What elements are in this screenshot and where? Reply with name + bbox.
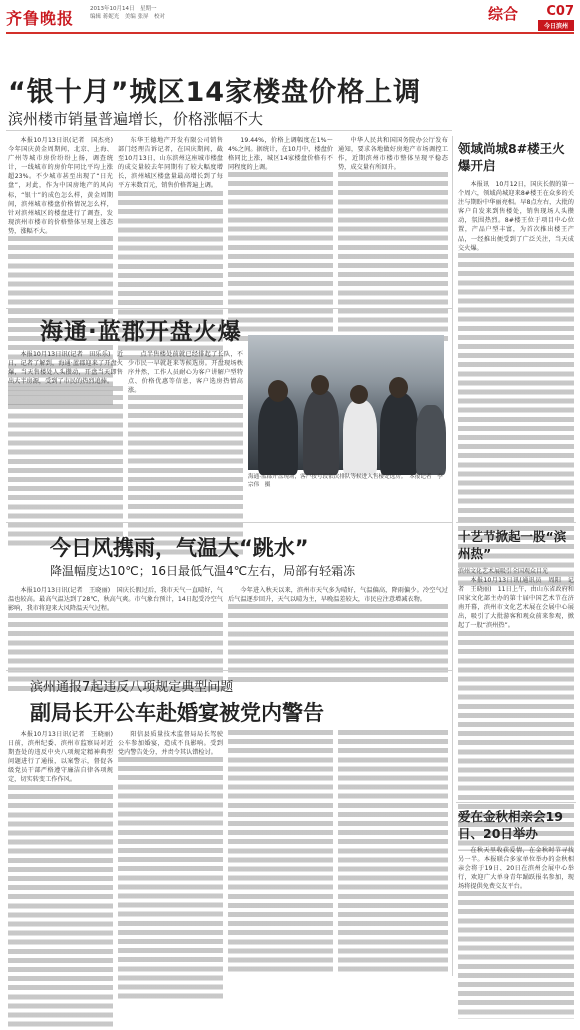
integrity-kicker: 滨州通报7起违反八项规定典型问题 bbox=[30, 680, 234, 695]
sub-section-badge: 今日滨州 bbox=[538, 20, 574, 31]
side-headline-1: 领域尚城8#楼王火爆开启 bbox=[458, 141, 565, 173]
lead-col-1: 本报10月13日讯(记者 国杰亮) 今年国庆黄金周期间，北京、上海、广州等城市房价纷纷上扬，调查统计，一线城市的房价年同比平均上涨超23%。不少城市甚至出现了“日光盘”，对此，作为中国房地产的风向标，“银十”的成色怎么样，黄金周期间，滨州城市楼盘价格情况怎么样，针对滨州城区的楼盘进行了调查，发现滨州市楼市的价格整体呈现上涨态势，涨幅不大。 bbox=[8, 136, 113, 306]
integrity-col-3 bbox=[228, 730, 333, 975]
integrity-col-2: 阳信县质量技术监督局局长驾驶公车参加婚宴，造成不良影响。受到党内警告处分，并责令其认错检讨。 bbox=[118, 730, 223, 975]
divider bbox=[6, 670, 452, 671]
section-title: 综合 bbox=[487, 5, 518, 23]
side-body-2: 本报10月13日讯(通讯员 周阳 记者 王晓丽) 11日上午，由山东省政府和国家文化部主办的第十届中国艺术节在济南开幕，滨州市文化艺术展在会展中心展出，吸引了大批游客和观众前来参观，掀起了一股“滨州热”。 bbox=[458, 576, 574, 796]
story2-col-1: 本报10月13日讯(记者 田乐乐) 近日，记者了解到，海通·蓝郡迎来了开盘火爆，当天售楼处人头攒动，开盘当天即售出大半房源，受到了市民的热烈追捧。 bbox=[8, 350, 123, 512]
story2-headline: 海通·蓝郡开盘火爆 bbox=[40, 319, 242, 345]
weather-col-2: 今年进入秋天以来，滨州市天气多为晴好，气温偏高，降雨偏少。冷空气过后气温逐步回升，天气以晴为主，早晚温差较大，市民应注意增减衣物。 bbox=[228, 586, 448, 664]
lead-col-2: 东华王德地产开发有限公司销售部门经理告诉记者，在国庆期间，截至10月13日，山东滨州这座城市楼盘的成交量较去年同期有了较大幅度增长，滨州城区楼盘量最高增长到了每平方米数百元，销售价格普遍上调。 bbox=[118, 136, 223, 306]
weather-headline: 今日风携雨，气温大“跳水” bbox=[50, 536, 309, 560]
integrity-col-4 bbox=[338, 730, 448, 975]
side-body-1: 本报讯 10月12日，国庆长假的第一个周六，领域尚城迎来8#楼王在众多的关注与期盼中华丽亮相。早8点左右，大批的客户自发来到售楼处，销售现场人头攒动，氛围热烈。8#楼王位于项目中心位置，产品户型丰富，为首次推出楼王产品，一经推出便受到了广泛关注，当天成交火爆。 bbox=[458, 180, 574, 515]
story2-col-2: 点半售楼处前就已经排起了长队，不少市民一早就赶来等候选房。开盘现场秩序井然，工作人员耐心为客户讲解户型特点、价格优惠等信息，客户选房热情高涨。 bbox=[128, 350, 243, 512]
divider bbox=[456, 802, 576, 803]
divider bbox=[6, 130, 452, 131]
lead-headline: “银十月”城区14家楼盘价格上调 bbox=[8, 77, 422, 108]
column-separator bbox=[452, 136, 453, 976]
masthead-logo: 齐鲁晚报 bbox=[6, 9, 75, 28]
side-subhead-2: 滨州文化艺术展吸引全国观众目光 bbox=[458, 568, 549, 575]
side-headline-2: 十艺节掀起一股“滨州热” bbox=[458, 529, 567, 561]
integrity-headline: 副局长开公车赴婚宴被党内警告 bbox=[30, 701, 324, 725]
divider bbox=[456, 522, 576, 523]
header-rule bbox=[6, 32, 574, 34]
news-photo bbox=[248, 335, 444, 470]
weather-subhead: 降温幅度达10℃；16日最低气温4℃左右，局部有轻霜冻 bbox=[50, 564, 356, 578]
editor-line: 编辑 蒋妮光 美编 张屏 校对 bbox=[90, 14, 165, 20]
lead-col-3: 19.44%，价格上调幅度在1%～4%之间。据统计，在10月中，楼盘价格同比上涨，城区14家楼盘价格有不同程度的上调。 bbox=[228, 136, 333, 306]
side-headline-3: 爱在金秋相亲会19日、20日举办 bbox=[458, 809, 563, 841]
masthead-info bbox=[90, 5, 165, 21]
date-line: 2013年10月14日 星期一 bbox=[90, 6, 157, 12]
lead-subhead: 滨州楼市销量普遍增长，价格涨幅不大 bbox=[8, 110, 264, 128]
lead-col-4: 中华人民共和国国务院办公厅发布通知，要求各地做好房地产市场调控工作，近期滨州市楼市整体呈现平稳态势，成交量有所回升。 bbox=[338, 136, 448, 306]
integrity-col-1: 本报10月13日讯(记者 王晓丽) 日前，滨州纪委、滨州市监察局对近期查处的违反中央八项规定精神典型问题进行了通报，以案警示，督促各级党员干部严格遵守廉洁自律各项规定，切实转变工作作风。 bbox=[8, 730, 113, 975]
photo-caption: 海通·蓝郡开盘现场，客户按号段依次排队等候进入售楼处选房。 本报记者 李宗伟 摄 bbox=[248, 474, 443, 488]
divider bbox=[6, 522, 452, 523]
divider bbox=[6, 308, 452, 309]
page-number: C07 bbox=[546, 4, 574, 19]
weather-col-1: 本报10月13日讯(记者 王晓丽) 国庆长假过后，我市天气一直晴好，气温也较高。最高气温达到了28℃，秋高气爽。市气象台预计，14日起受冷空气影响，我市将迎来大风降温天气过程。 bbox=[8, 586, 223, 664]
side-body-3: 在秋天里收获爱情，在金秋时节寻找另一半。本报联合多家单位举办的金秋相亲会将于19日、20日在滨州会展中心举行，欢迎广大单身青年踊跃报名参加，现场将提供免费交友平台。 bbox=[458, 846, 574, 974]
